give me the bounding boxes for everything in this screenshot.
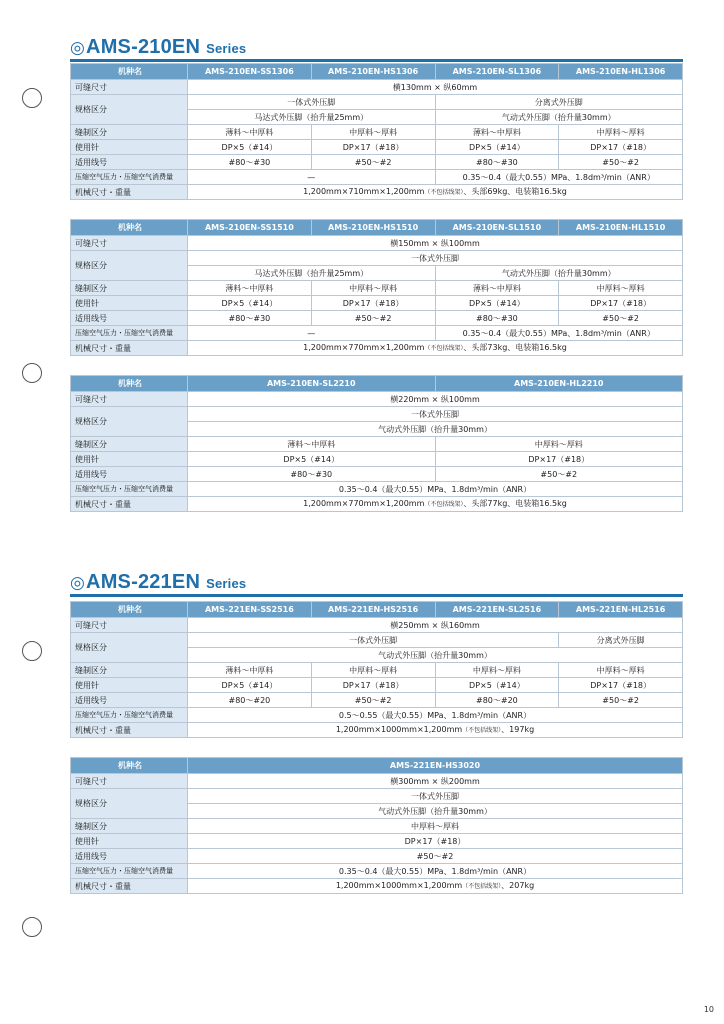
table-row xyxy=(71,311,683,326)
cell: #50～#2 xyxy=(311,155,435,170)
section-title-ams-221en xyxy=(70,571,246,594)
weights: 、207kg xyxy=(501,881,535,890)
dimensions: 1,200mm×710mm×1,200mm xyxy=(303,187,425,196)
cell: — xyxy=(188,170,436,185)
row-label: 压缩空气压力・压缩空气消费量 xyxy=(71,708,188,723)
series-name: AMS-221EN xyxy=(86,571,201,593)
cell: #50～#2 xyxy=(311,693,435,708)
model-name: AMS-210EN-HL1306 xyxy=(559,64,683,80)
row-label: 可缝尺寸 xyxy=(71,392,188,407)
row-label: 适用线号 xyxy=(71,467,188,482)
cell: #50～#2 xyxy=(559,155,683,170)
note: （不包括线架） xyxy=(424,189,464,196)
row-label: 适用线号 xyxy=(71,311,188,326)
cell: DP×5（#14） xyxy=(435,296,559,311)
row-label: 使用针 xyxy=(71,678,188,693)
table-row xyxy=(71,341,683,356)
model-name: AMS-210EN-SL2210 xyxy=(188,376,436,392)
table-row xyxy=(71,326,683,341)
row-label: 压缩空气压力・压缩空气消费量 xyxy=(71,170,188,185)
model-name: AMS-221EN-HS3020 xyxy=(188,758,683,774)
cell: #50～#2 xyxy=(188,849,683,864)
table-row xyxy=(71,80,683,95)
cell: DP×5（#14） xyxy=(188,140,312,155)
binder-hole xyxy=(22,641,42,661)
table-row xyxy=(71,678,683,693)
weights: 、头部69kg、电装箱16.5kg xyxy=(463,187,567,196)
spec-table-1306 xyxy=(70,63,683,200)
table-header-row xyxy=(71,376,683,392)
row-label: 压缩空气压力・压缩空气消费量 xyxy=(71,864,188,879)
spec-table-2210 xyxy=(70,375,683,512)
row-label: 机械尺寸・重量 xyxy=(71,497,188,512)
row-label: 可缝尺寸 xyxy=(71,236,188,251)
model-name: AMS-210EN-SL1510 xyxy=(435,220,559,236)
table-header-row xyxy=(71,64,683,80)
cell: #80～#30 xyxy=(435,311,559,326)
table-row xyxy=(71,392,683,407)
spec-value: 马达式外压脚（抬升量25mm） xyxy=(188,266,436,281)
table-row xyxy=(71,723,683,738)
model-label: 机种名 xyxy=(71,376,188,392)
spec-value: 一体式外压脚 xyxy=(188,789,683,804)
cell: 0.35～0.4（最大0.55）MPa、1.8dm³/min（ANR） xyxy=(435,326,683,341)
table-row xyxy=(71,819,683,834)
row-label: 缝制区分 xyxy=(71,281,188,296)
table-row xyxy=(71,864,683,879)
cell: 0.35～0.4（最大0.55）MPa、1.8dm³/min（ANR） xyxy=(188,482,683,497)
table-header-row xyxy=(71,602,683,618)
table-row xyxy=(71,482,683,497)
row-label: 缝制区分 xyxy=(71,437,188,452)
table-header-row xyxy=(71,758,683,774)
spec-value: 气动式外压脚（抬升量30mm） xyxy=(435,110,683,125)
table-row xyxy=(71,849,683,864)
row-label: 压缩空气压力・压缩空气消费量 xyxy=(71,482,188,497)
model-label: 机种名 xyxy=(71,758,188,774)
table-row xyxy=(71,236,683,251)
table-row xyxy=(71,879,683,894)
page-number: 10 xyxy=(703,1005,714,1014)
sewing-area-value: 横300mm × 纵200mm xyxy=(188,774,683,789)
cell: DP×17（#18） xyxy=(559,296,683,311)
row-label: 缝制区分 xyxy=(71,663,188,678)
spec-table-3020 xyxy=(70,757,683,894)
table-row xyxy=(71,789,683,804)
spec-value: 马达式外压脚（抬升量25mm） xyxy=(188,110,436,125)
machine-size-value xyxy=(188,879,683,894)
table-header-row xyxy=(71,220,683,236)
cell: 薄料～中厚料 xyxy=(435,281,559,296)
table-row xyxy=(71,170,683,185)
spec-value: 一体式外压脚 xyxy=(188,251,683,266)
model-name: AMS-210EN-SS1510 xyxy=(188,220,312,236)
table-row xyxy=(71,437,683,452)
table-row xyxy=(71,185,683,200)
model-label: 机种名 xyxy=(71,64,188,80)
row-label: 规格区分 xyxy=(71,95,188,125)
cell: #80～#30 xyxy=(188,467,436,482)
spec-value: 气动式外压脚（抬升量30mm） xyxy=(188,804,683,819)
row-label: 缝制区分 xyxy=(71,125,188,140)
table-row xyxy=(71,407,683,422)
model-name: AMS-210EN-HS1510 xyxy=(311,220,435,236)
row-label: 适用线号 xyxy=(71,693,188,708)
cell: 中厚料～厚料 xyxy=(559,125,683,140)
table-row xyxy=(71,125,683,140)
section-title-ams-210en xyxy=(70,36,246,59)
spec-table-1510 xyxy=(70,219,683,356)
table-row xyxy=(71,251,683,266)
cell: #80～#20 xyxy=(435,693,559,708)
cell: DP×17（#18） xyxy=(311,678,435,693)
weights: 、头部77kg、电装箱16.5kg xyxy=(463,499,567,508)
weights: 、头部73kg、电装箱16.5kg xyxy=(463,343,567,352)
table-row xyxy=(71,281,683,296)
weights: 、197kg xyxy=(501,725,535,734)
machine-size-value xyxy=(188,497,683,512)
row-label: 机械尺寸・重量 xyxy=(71,341,188,356)
row-label: 机械尺寸・重量 xyxy=(71,185,188,200)
model-name: AMS-210EN-SL1306 xyxy=(435,64,559,80)
cell: DP×5（#14） xyxy=(435,140,559,155)
note: （不包括线架） xyxy=(424,345,464,352)
row-label: 规格区分 xyxy=(71,789,188,819)
table-row xyxy=(71,467,683,482)
row-label: 可缝尺寸 xyxy=(71,774,188,789)
model-name: AMS-210EN-HL2210 xyxy=(435,376,683,392)
spec-value: 分离式外压脚 xyxy=(435,95,683,110)
row-label: 可缝尺寸 xyxy=(71,80,188,95)
cell: DP×5（#14） xyxy=(188,678,312,693)
cell: #80～#30 xyxy=(188,155,312,170)
series-name: AMS-210EN xyxy=(86,36,201,58)
cell: DP×5（#14） xyxy=(188,296,312,311)
cell: #50～#2 xyxy=(559,311,683,326)
sewing-area-value: 横150mm × 纵100mm xyxy=(188,236,683,251)
section-mark-icon: ◎ xyxy=(70,573,86,592)
cell: DP×17（#18） xyxy=(311,296,435,311)
dimensions: 1,200mm×770mm×1,200mm xyxy=(303,499,425,508)
cell: DP×17（#18） xyxy=(435,452,683,467)
spec-value: 分离式外压脚 xyxy=(559,633,683,648)
section-rule xyxy=(70,594,683,597)
row-label: 使用针 xyxy=(71,140,188,155)
cell: #50～#2 xyxy=(311,311,435,326)
section-rule xyxy=(70,59,683,62)
row-label: 适用线号 xyxy=(71,155,188,170)
series-label: Series xyxy=(206,41,247,56)
model-name: AMS-221EN-HL2516 xyxy=(559,602,683,618)
table-row xyxy=(71,155,683,170)
machine-size-value xyxy=(188,185,683,200)
cell: — xyxy=(188,326,436,341)
spec-value: 气动式外压脚（抬升量30mm） xyxy=(435,266,683,281)
cell: 薄料～中厚料 xyxy=(188,663,312,678)
cell: 中厚料～厚料 xyxy=(188,819,683,834)
cell: DP×17（#18） xyxy=(559,678,683,693)
series-label: Series xyxy=(206,576,247,591)
note: （不包括线架） xyxy=(424,501,464,508)
section-mark-icon: ◎ xyxy=(70,38,86,57)
row-label: 规格区分 xyxy=(71,633,188,663)
row-label: 使用针 xyxy=(71,452,188,467)
dimensions: 1,200mm×1000mm×1,200mm xyxy=(335,725,463,734)
table-row xyxy=(71,834,683,849)
cell: 0.35～0.4（最大0.55）MPa、1.8dm³/min（ANR） xyxy=(188,864,683,879)
row-label: 机械尺寸・重量 xyxy=(71,879,188,894)
row-label: 缝制区分 xyxy=(71,819,188,834)
cell: 中厚料～厚料 xyxy=(311,125,435,140)
table-row xyxy=(71,663,683,678)
table-row xyxy=(71,774,683,789)
row-label: 压缩空气压力・压缩空气消费量 xyxy=(71,326,188,341)
cell: #80～#30 xyxy=(435,155,559,170)
cell: #80～#30 xyxy=(188,311,312,326)
table-row xyxy=(71,296,683,311)
cell: 中厚料～厚料 xyxy=(435,663,559,678)
table-row xyxy=(71,497,683,512)
spec-value: 一体式外压脚 xyxy=(188,407,683,422)
spec-value: 一体式外压脚 xyxy=(188,633,559,648)
cell: #80～#20 xyxy=(188,693,312,708)
cell: DP×17（#18） xyxy=(559,140,683,155)
model-label: 机种名 xyxy=(71,602,188,618)
cell: 薄料～中厚料 xyxy=(435,125,559,140)
machine-size-value xyxy=(188,723,683,738)
machine-size-value xyxy=(188,341,683,356)
cell: DP×17（#18） xyxy=(311,140,435,155)
table-row xyxy=(71,452,683,467)
row-label: 规格区分 xyxy=(71,251,188,281)
row-label: 适用线号 xyxy=(71,849,188,864)
note: （不包括线架） xyxy=(462,727,502,734)
model-name: AMS-210EN-SS1306 xyxy=(188,64,312,80)
table-row xyxy=(71,95,683,110)
spec-value: 气动式外压脚（抬升量30mm） xyxy=(188,648,683,663)
sewing-area-value: 横130mm × 纵60mm xyxy=(188,80,683,95)
cell: DP×5（#14） xyxy=(188,452,436,467)
spec-value: 气动式外压脚（抬升量30mm） xyxy=(188,422,683,437)
model-name: AMS-221EN-SS2516 xyxy=(188,602,312,618)
binder-hole xyxy=(22,917,42,937)
cell: 中厚料～厚料 xyxy=(435,437,683,452)
row-label: 机械尺寸・重量 xyxy=(71,723,188,738)
table-row xyxy=(71,618,683,633)
model-name: AMS-210EN-HS1306 xyxy=(311,64,435,80)
cell: 薄料～中厚料 xyxy=(188,437,436,452)
cell: 中厚料～厚料 xyxy=(311,663,435,678)
cell: #50～#2 xyxy=(559,693,683,708)
cell: 薄料～中厚料 xyxy=(188,281,312,296)
dimensions: 1,200mm×770mm×1,200mm xyxy=(303,343,425,352)
sewing-area-value: 横220mm × 纵100mm xyxy=(188,392,683,407)
binder-hole xyxy=(22,88,42,108)
cell: 中厚料～厚料 xyxy=(559,281,683,296)
model-name: AMS-221EN-SL2516 xyxy=(435,602,559,618)
cell: DP×17（#18） xyxy=(188,834,683,849)
dimensions: 1,200mm×1000mm×1,200mm xyxy=(335,881,463,890)
row-label: 使用针 xyxy=(71,296,188,311)
table-row xyxy=(71,140,683,155)
row-label: 可缝尺寸 xyxy=(71,618,188,633)
cell: 0.5～0.55（最大0.55）MPa、1.8dm³/min（ANR） xyxy=(188,708,683,723)
cell: 中厚料～厚料 xyxy=(559,663,683,678)
row-label: 规格区分 xyxy=(71,407,188,437)
cell: 中厚料～厚料 xyxy=(311,281,435,296)
note: （不包括线架） xyxy=(462,883,502,890)
table-row xyxy=(71,693,683,708)
cell: 薄料～中厚料 xyxy=(188,125,312,140)
row-label: 使用针 xyxy=(71,834,188,849)
model-label: 机种名 xyxy=(71,220,188,236)
sewing-area-value: 横250mm × 纵160mm xyxy=(188,618,683,633)
model-name: AMS-221EN-HS2516 xyxy=(311,602,435,618)
table-row xyxy=(71,708,683,723)
spec-table-2516 xyxy=(70,601,683,738)
binder-hole xyxy=(22,363,42,383)
cell: #50～#2 xyxy=(435,467,683,482)
table-row xyxy=(71,633,683,648)
model-name: AMS-210EN-HL1510 xyxy=(559,220,683,236)
cell: DP×5（#14） xyxy=(435,678,559,693)
cell: 0.35～0.4（最大0.55）MPa、1.8dm³/min（ANR） xyxy=(435,170,683,185)
spec-value: 一体式外压脚 xyxy=(188,95,436,110)
